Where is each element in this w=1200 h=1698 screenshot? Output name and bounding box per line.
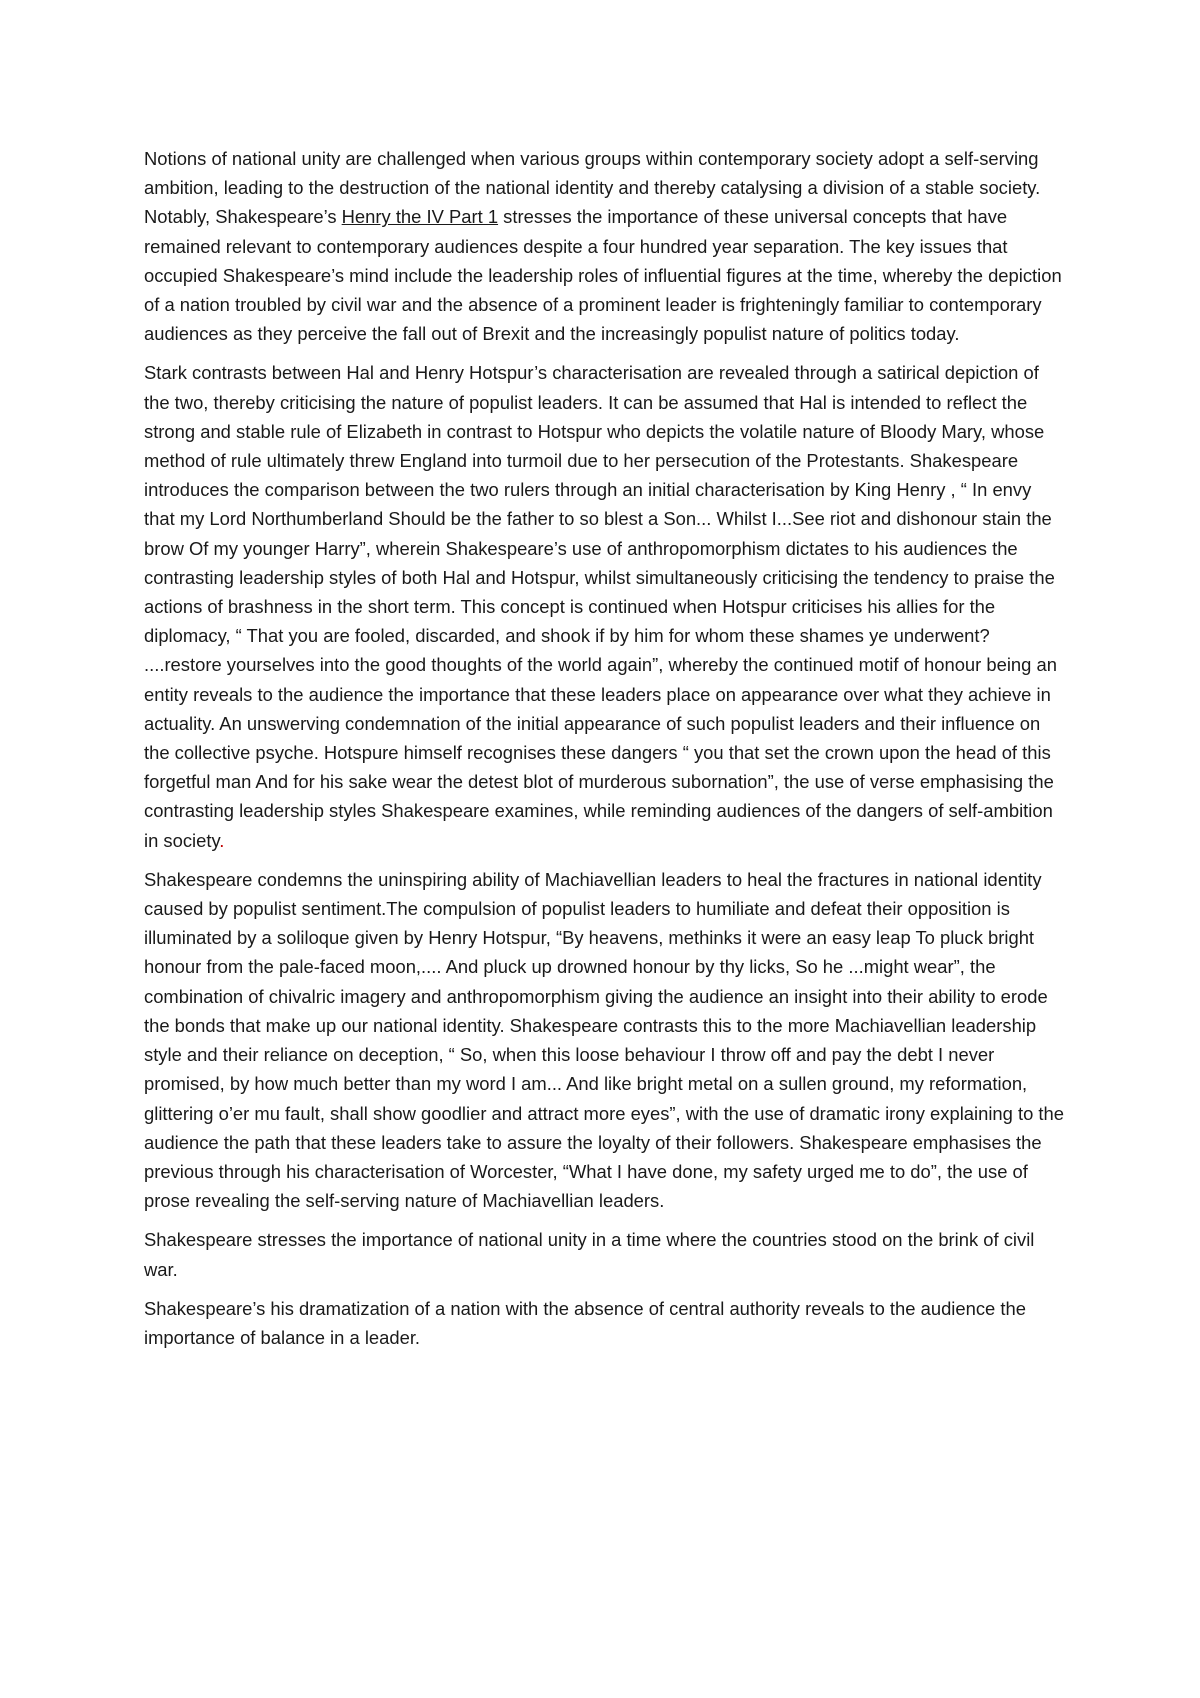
document-body	[144, 144, 1064, 1362]
paragraph-1-text-end: stresses the importance of these universal concepts that have remained relevant to contemporary audiences despite a four hundred year separation. The key issues that occupied Shakespeare’s mind include the leadership roles of influential figures at the time, whereby the depiction of a nation troubled by civil war and the absence of a prominent leader is frighteningly familiar to contemporary audiences as they perceive the fall out of Brexit and the increasingly populist nature of politics today.	[144, 206, 1062, 345]
paragraph-1-text-start: Notions of national unity are challenged when various groups within contemporary society adopt a self-serving ambition, leading to the destruction of the national identity and thereby catalysing a division of a stable society. Notably, Shakespeare’s	[144, 148, 1041, 228]
red-period-mark: .	[219, 829, 225, 851]
paragraph-2-text: Stark contrasts between Hal and Henry Hotspur’s characterisation are revealed through a satirical depiction of the two, thereby criticising the nature of populist leaders. It can be assumed that Hal is intended to reflect the strong and stable rule of Elizabeth in contrast to Hotspur who depicts the volatile nature of Bloody Mary, whose method of rule ultimately threw England into turmoil due to her persecution of the Protestants. Shakespeare introduces the comparison between the two rulers through an initial characterisation by King Henry , “ In envy that my Lord Northumberland Should be the father to so blest a Son... Whilst I...See riot and dishonour stain the brow Of my younger Harry”, wherein Shakespeare’s use of anthropomorphism dictates to his audiences the contrasting leadership styles of both Hal and Hotspur, whilst simultaneously criticising the tendency to praise the actions of brashness in the short term. This concept is continued when Hotspur criticises his allies for the diplomacy, “ That you are fooled, discarded, and shook if by him for whom these shames ye underwent? ....restore yourselves into the good thoughts of the world again”, whereby the continued motif of honour being an entity reveals to the audience the importance that these leaders place on appearance over what they achieve in actuality. An unswerving condemnation of the initial appearance of such populist leaders and their influence on the collective psyche. Hotspure himself recognises these dangers “ you that set the crown upon the head of this forgetful man And for his sake wear the detest blot of murderous subornation”, the use of verse emphasising the contrasting leadership styles Shakespeare examines, while reminding audiences of the dangers of self-ambition in society	[144, 362, 1057, 851]
paragraph-2	[144, 358, 1064, 854]
play-title: Henry the IV Part 1	[341, 206, 499, 228]
paragraph-3: Shakespeare condemns the uninspiring ability of Machiavellian leaders to heal the fractures in national identity caused by populist sentiment.The compulsion of populist leaders to humiliate and defeat their opposition is illuminated by a soliloque given by Henry Hotspur, “By heavens, methinks it were an easy leap To pluck bright honour from the pale-faced moon,.... And pluck up drowned honour by thy licks, So he ...might wear”, the combination of chivalric imagery and anthropomorphism giving the audience an insight into their ability to erode the bonds that make up our national identity. Shakespeare contrasts this to the more Machiavellian leadership style and their reliance on deception, “ So, when this loose behaviour I throw off and pay the debt I never promised, by how much better than my word I am... And like bright metal on a sullen ground, my reformation, glittering o’er mu fault, shall show goodlier and attract more eyes”, with the use of dramatic irony explaining to the audience the path that these leaders take to assure the loyalty of their followers. Shakespeare emphasises the previous through his characterisation of Worcester, “What I have done, my safety urged me to do”, the use of prose revealing the self-serving nature of Machiavellian leaders.	[144, 868, 1064, 1212]
paragraph-5: Shakespeare’s his dramatization of a nation with the absence of central authority reveals to the audience the importance of balance in a leader.	[144, 1297, 1026, 1348]
paragraph-1	[144, 144, 1064, 348]
paragraph-4: Shakespeare stresses the importance of national unity in a time where the countries stood on the brink of civil war.	[144, 1229, 1035, 1280]
